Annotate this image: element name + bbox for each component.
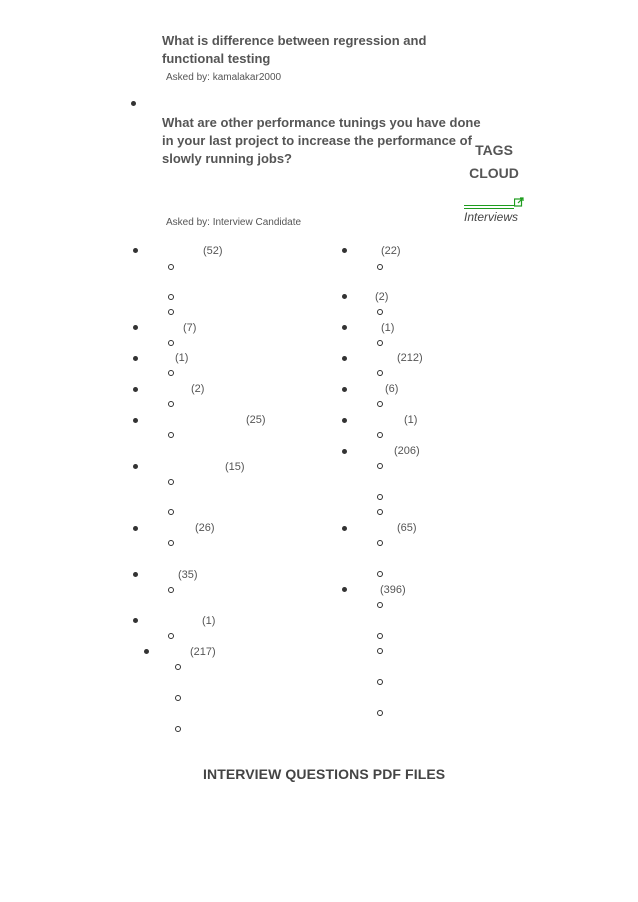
- list-circle: [168, 340, 174, 346]
- category-count: (1): [175, 352, 189, 364]
- external-link-icon[interactable]: [514, 197, 524, 207]
- category-count: (206): [394, 445, 420, 457]
- list-bullet: [133, 248, 138, 253]
- category-count: (1): [404, 414, 418, 426]
- list-circle: [377, 571, 383, 577]
- list-bullet: [133, 572, 138, 577]
- tags-cloud-line: TAGS: [475, 142, 513, 158]
- list-bullet: [133, 356, 138, 361]
- question-title-line[interactable]: What are other performance tunings you have done: [162, 115, 481, 130]
- list-circle: [377, 264, 383, 270]
- list-circle: [377, 540, 383, 546]
- list-bullet: [342, 526, 347, 531]
- category-count: (2): [375, 291, 389, 303]
- list-circle: [175, 664, 181, 670]
- list-bullet: [342, 449, 347, 454]
- list-circle: [168, 633, 174, 639]
- asked-by: Asked by: kamalakar2000: [166, 72, 282, 83]
- list-circle: [377, 602, 383, 608]
- category-count: (2): [191, 383, 205, 395]
- category-count: (212): [397, 352, 423, 364]
- list-bullet: [133, 526, 138, 531]
- question-title-line[interactable]: What is difference between regression and: [162, 33, 427, 48]
- list-bullet: [342, 325, 347, 330]
- tags-cloud-heading: [464, 139, 524, 185]
- list-bullet: [133, 387, 138, 392]
- list-bullet: [342, 587, 347, 592]
- category-count: (25): [246, 414, 266, 426]
- list-circle: [377, 463, 383, 469]
- list-bullet: [342, 418, 347, 423]
- list-circle: [168, 264, 174, 270]
- list-bullet: [133, 325, 138, 330]
- list-bullet: [144, 649, 149, 654]
- category-count: (65): [397, 522, 417, 534]
- list-circle: [377, 340, 383, 346]
- list-bullet: [133, 418, 138, 423]
- list-bullet: [133, 464, 138, 469]
- list-circle: [168, 540, 174, 546]
- category-count: (22): [381, 245, 401, 257]
- list-bullet: [133, 618, 138, 623]
- list-circle: [377, 633, 383, 639]
- list-bullet: [342, 248, 347, 253]
- list-circle: [175, 726, 181, 732]
- category-count: (396): [380, 584, 406, 596]
- list-circle: [168, 479, 174, 485]
- list-bullet: [342, 294, 347, 299]
- list-circle: [377, 679, 383, 685]
- list-circle: [377, 648, 383, 654]
- category-count: (217): [190, 646, 216, 658]
- list-circle: [377, 370, 383, 376]
- list-circle: [168, 432, 174, 438]
- tag-underline: [464, 208, 514, 209]
- list-bullet: [342, 387, 347, 392]
- list-circle: [168, 509, 174, 515]
- list-circle: [377, 509, 383, 515]
- tag-link-interviews[interactable]: Interviews: [464, 210, 519, 224]
- list-circle: [377, 309, 383, 315]
- list-circle: [377, 401, 383, 407]
- category-count: (1): [381, 322, 395, 334]
- tags-cloud-line: CLOUD: [469, 165, 519, 181]
- list-circle: [175, 695, 181, 701]
- list-circle: [168, 294, 174, 300]
- list-bullet: [342, 356, 347, 361]
- category-count: (15): [225, 461, 245, 473]
- pdf-files-heading: INTERVIEW QUESTIONS PDF FILES: [203, 766, 446, 782]
- question-title-line[interactable]: functional testing: [162, 51, 271, 66]
- list-circle: [377, 432, 383, 438]
- list-circle: [377, 494, 383, 500]
- category-count: (26): [195, 522, 215, 534]
- category-count: (6): [385, 383, 399, 395]
- category-count: (1): [202, 615, 216, 627]
- list-circle: [168, 309, 174, 315]
- list-circle: [168, 370, 174, 376]
- list-circle: [377, 710, 383, 716]
- category-count: (7): [183, 322, 197, 334]
- list-circle: [168, 587, 174, 593]
- category-count: (35): [178, 569, 198, 581]
- question-title-line[interactable]: slowly running jobs?: [162, 151, 292, 166]
- tag-underline: [464, 205, 514, 206]
- asked-by: Asked by: Interview Candidate: [166, 217, 302, 228]
- category-count: (52): [203, 245, 223, 257]
- list-circle: [168, 401, 174, 407]
- question-title-line[interactable]: in your last project to increase the performance of: [162, 133, 472, 148]
- list-bullet: [131, 101, 136, 106]
